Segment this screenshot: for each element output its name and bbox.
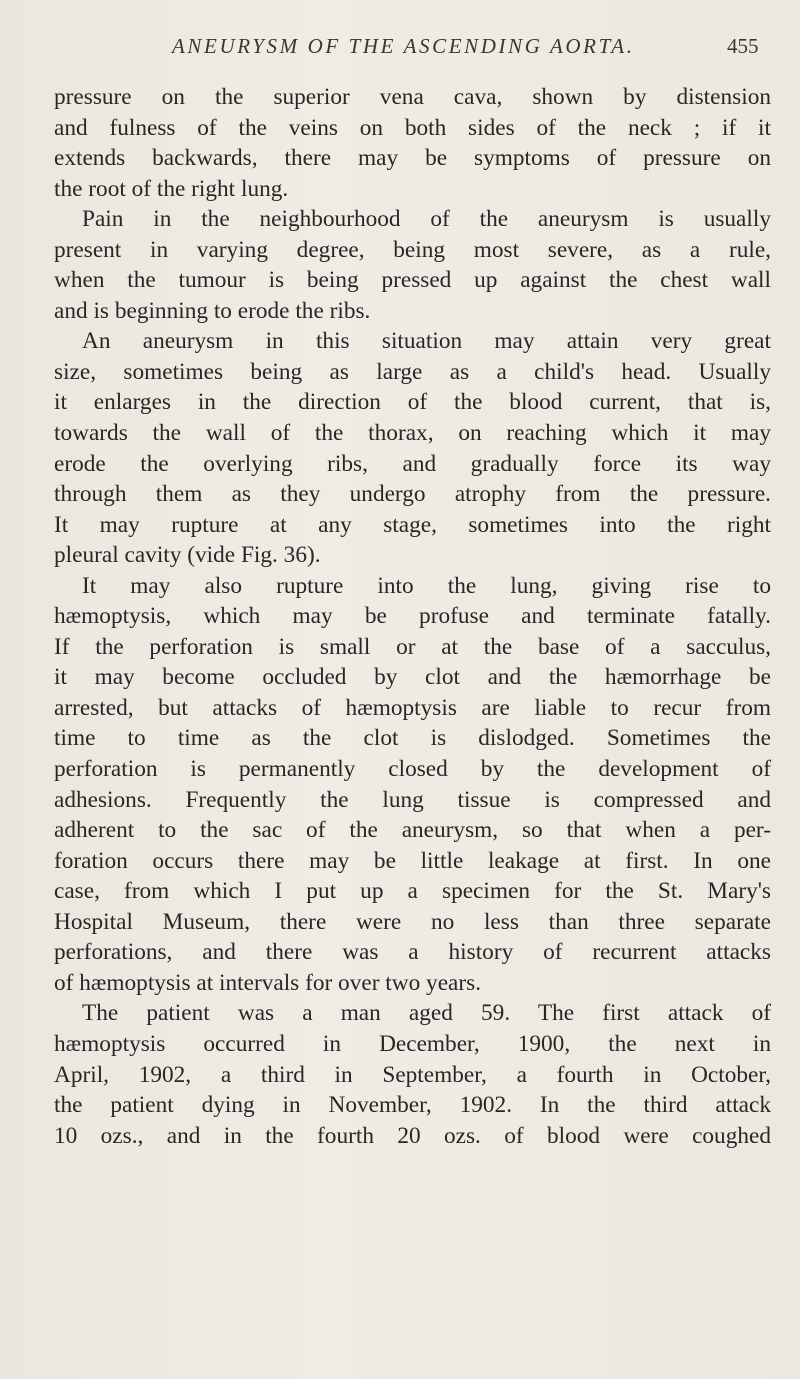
text-line: it enlarges in the direction of the blood current, that is, [54,389,771,416]
text-line: pleural cavity (vide Fig. 36). [54,542,321,569]
text-line: perforations, and there was a history of recurrent attacks [54,939,771,966]
text-line: extends backwards, there may be symptoms of pressure on [54,145,771,172]
text-line: It may rupture at any stage, sometimes into the right [54,511,771,538]
text-line: Hospital Museum, there were no less than three separate [54,908,771,935]
text-line: towards the wall of the thorax, on reaching which it may [54,420,771,447]
text-line: foration occurs there may be little leakage at first. In one [54,847,771,874]
text-line: of hæmoptysis at intervals for over two years. [54,969,482,996]
text-line: pressure on the superior vena cava, shown by distension [54,84,771,110]
text-line: time to time as the clot is dislodged. Sometimes the [54,725,771,752]
text-line: erode the overlying ribs, and gradually force its way [54,450,771,477]
running-title: ANEURYSM OF THE ASCENDING AORTA. [172,34,635,58]
text-line: Pain in the neighbourhood of the aneurysm is usually [82,206,771,233]
text-line: 10 ozs., and in the fourth 20 ozs. of blood were coughed [54,1122,771,1149]
text-line: present in varying degree, being most severe, as a rule, [54,236,771,263]
text-line: arrested, but attacks of hæmoptysis are liable to recur from [54,694,771,721]
text-line: the patient dying in November, 1902. In the third attack [54,1092,771,1119]
text-line: it may become occluded by clot and the hæmorrhage be [54,664,771,691]
running-head [0,34,800,74]
text-line: and is beginning to erode the ribs. [54,297,371,324]
text-line: The patient was a man aged 59. The first attack of [82,1000,771,1027]
text-line: It may also rupture into the lung, giving rise to [82,572,771,599]
text-line: size, sometimes being as large as a child's head. Usually [54,358,771,385]
text-line: hæmoptysis, which may be profuse and terminate fatally. [54,603,771,630]
text-line: April, 1902, a third in September, a fourth in October, [54,1061,771,1088]
text-line: the root of the right lung. [54,175,289,202]
text-line: hæmoptysis occurred in December, 1900, the next in [54,1030,771,1057]
text-line: through them as they undergo atrophy from the pressure. [54,481,771,508]
text-line: An aneurysm in this situation may attain very great [82,328,771,355]
text-line: when the tumour is being pressed up against the chest wall [54,267,771,294]
text-line: adhesions. Frequently the lung tissue is compressed and [54,786,771,813]
text-line: If the perforation is small or at the base of a sacculus, [54,633,771,660]
text-line: adherent to the sac of the aneurysm, so that when a per- [54,817,771,844]
page-number: 455 [727,34,759,58]
text-line: case, from which I put up a specimen for the St. Mary's [54,878,771,905]
text-line: and fulness of the veins on both sides of the neck ; if it [54,114,771,141]
text-line: perforation is permanently closed by the development of [54,756,771,783]
body-text [54,82,771,1151]
